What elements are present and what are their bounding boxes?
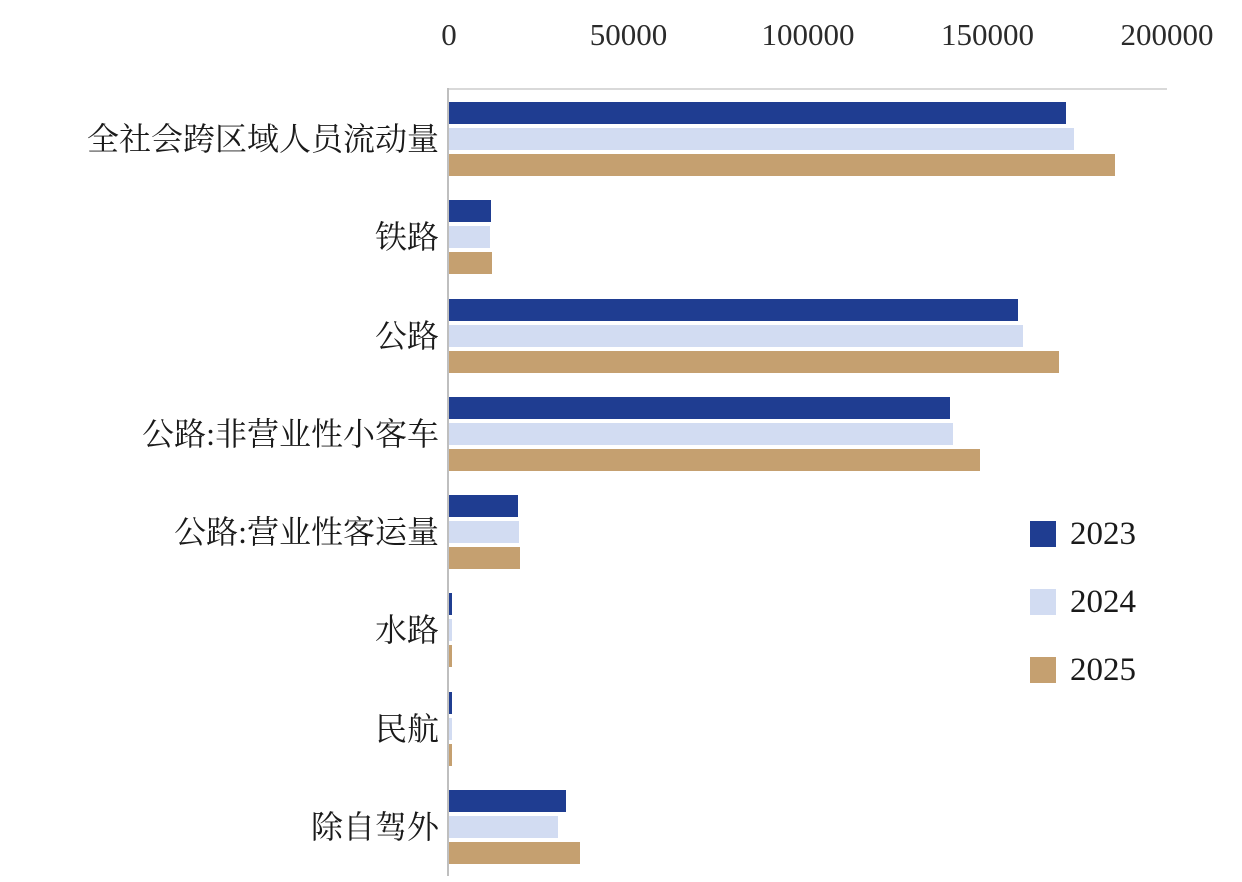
bar-2025 [449, 842, 580, 864]
bar-2025 [449, 252, 492, 274]
y-axis-category-label: 除自驾外 [310, 808, 439, 845]
bar-group [449, 692, 452, 766]
y-axis-category-label: 公路 [374, 317, 439, 354]
bar-2023 [449, 200, 491, 222]
bar-2024 [449, 226, 490, 248]
legend-item-2023[interactable] [1030, 500, 1220, 568]
bar-group-row [0, 90, 1242, 188]
bar-2024 [449, 325, 1023, 347]
bar-group-row [0, 287, 1242, 385]
bar-group-row [0, 385, 1242, 483]
bar-2023 [449, 495, 518, 517]
legend-label: 2024 [1070, 584, 1136, 620]
y-axis-category-label: 民航 [374, 710, 439, 747]
bar-group-row [0, 188, 1242, 286]
bar-2025 [449, 351, 1059, 373]
bar-2023 [449, 299, 1018, 321]
bar-2024 [449, 718, 452, 740]
bar-2023 [449, 593, 452, 615]
y-axis-category-label: 水路 [374, 612, 439, 649]
y-axis-category-label: 公路:营业性客运量 [174, 514, 439, 551]
bar-group-row [0, 778, 1242, 876]
x-axis-tick-3: 150000 [941, 17, 1034, 52]
bar-2023 [449, 692, 452, 714]
bar-2023 [449, 397, 950, 419]
bar-2023 [449, 102, 1066, 124]
y-axis-category-label: 全社会跨区域人员流动量 [86, 121, 439, 158]
bar-group [449, 200, 492, 274]
x-axis-tick-1: 50000 [589, 17, 668, 52]
bar-2023 [449, 790, 566, 812]
bar-2025 [449, 645, 452, 667]
legend-swatch-icon [1030, 521, 1056, 547]
bar-2024 [449, 423, 953, 445]
bar-2025 [449, 154, 1115, 176]
legend-swatch-icon [1030, 657, 1056, 683]
legend-swatch-icon [1030, 589, 1056, 615]
x-axis-tick-0: 0 [441, 17, 457, 52]
bar-2024 [449, 816, 558, 838]
bar-2025 [449, 449, 980, 471]
bar-group [449, 102, 1115, 176]
bar-group [449, 593, 452, 667]
bar-group [449, 790, 580, 864]
y-axis-category-label: 公路:非营业性小客车 [142, 415, 439, 452]
x-axis-tick-2: 100000 [761, 17, 855, 52]
bar-2024 [449, 619, 452, 641]
bar-group [449, 397, 980, 471]
x-axis-tick-4: 200000 [1120, 17, 1214, 52]
chart-legend [1030, 500, 1220, 704]
legend-label: 2023 [1070, 516, 1136, 552]
bar-2024 [449, 128, 1074, 150]
legend-item-2024[interactable] [1030, 568, 1220, 636]
bar-2025 [449, 744, 452, 766]
legend-item-2025[interactable] [1030, 636, 1220, 704]
bar-2024 [449, 521, 519, 543]
bar-group [449, 495, 520, 569]
legend-label: 2025 [1070, 652, 1136, 688]
y-axis-category-label: 铁路 [374, 219, 439, 256]
x-axis-tick-labels [0, 14, 1242, 62]
bar-group [449, 299, 1059, 373]
bar-2025 [449, 547, 520, 569]
